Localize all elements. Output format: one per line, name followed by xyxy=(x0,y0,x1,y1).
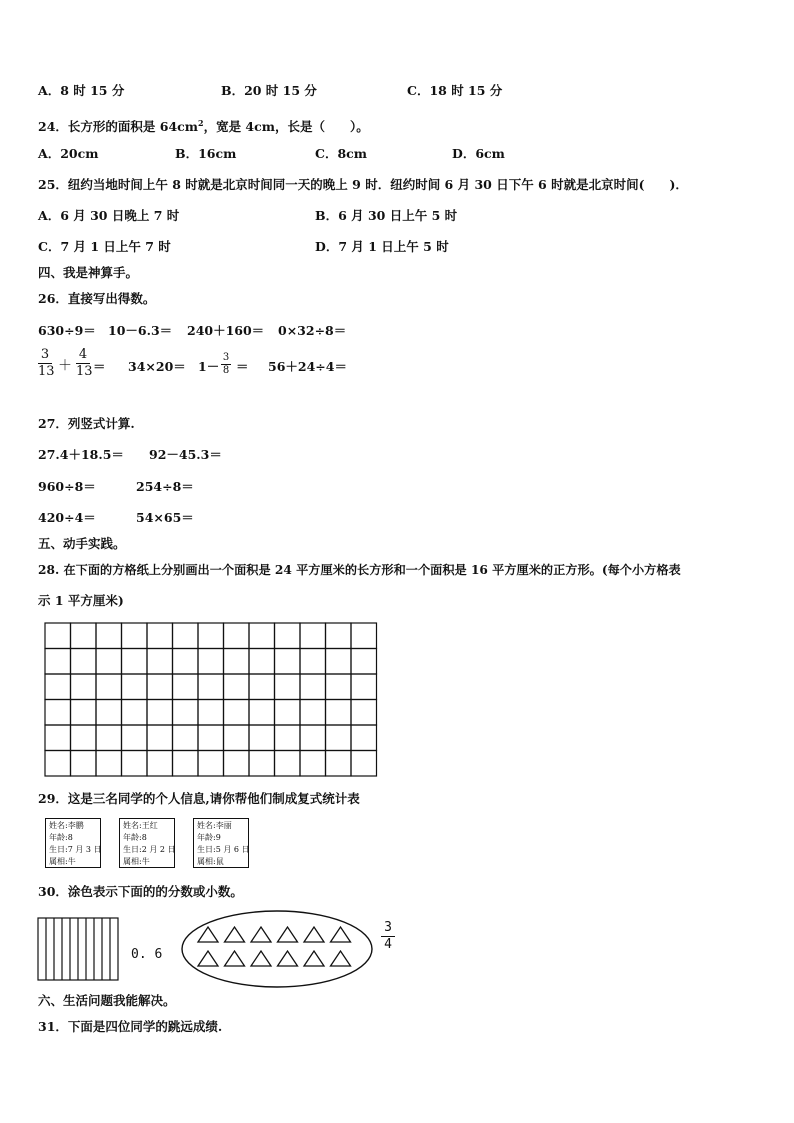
grid-cell xyxy=(249,700,275,726)
q26-item-2: 10－6.3＝ xyxy=(108,323,173,338)
grid-cell xyxy=(45,649,71,675)
q24-stem-pre: 24．长方形的面积是 64cm xyxy=(38,119,198,135)
triangle-shape xyxy=(225,927,245,942)
grid-cell xyxy=(275,751,301,777)
grid-cell xyxy=(300,751,326,777)
grid-cell xyxy=(173,700,199,726)
q26-equals-1: ＝ xyxy=(93,359,106,374)
section-5-title: 五、动手实践。 xyxy=(38,536,126,551)
grid-cell xyxy=(45,700,71,726)
grid-cell xyxy=(45,725,71,751)
grid-cell xyxy=(351,751,377,777)
section-6-title: 六、生活问题我能解决。 xyxy=(38,993,176,1008)
grid-cell xyxy=(71,751,97,777)
student-card-3 xyxy=(193,818,249,868)
card-name: 姓名:李丽 xyxy=(197,821,232,830)
grid-cell xyxy=(147,751,173,777)
grid-cell xyxy=(326,700,352,726)
grid-cell xyxy=(300,623,326,649)
q30-fraction xyxy=(381,921,395,952)
grid-cell xyxy=(173,674,199,700)
grid-cell xyxy=(122,700,148,726)
grid-cell xyxy=(71,649,97,675)
triangle-shape xyxy=(278,951,298,966)
card-zodiac: 属相:牛 xyxy=(49,857,76,866)
grid-cell xyxy=(173,725,199,751)
grid-cell xyxy=(326,725,352,751)
student-card-1 xyxy=(45,818,101,868)
grid-cell xyxy=(275,649,301,675)
q23-option-c: C．18 时 15 分 xyxy=(407,83,503,98)
q25-option-d: D．7 月 1 日上午 5 时 xyxy=(315,239,449,254)
q28-stem-line2: 示 1 平方厘米) xyxy=(38,593,124,608)
grid-cell xyxy=(122,649,148,675)
grid-cell xyxy=(45,751,71,777)
fraction-denominator: 8 xyxy=(222,365,230,376)
grid-cell xyxy=(122,725,148,751)
q26-item-3: 240＋160＝ xyxy=(187,323,265,338)
q26-fraction-1 xyxy=(38,347,55,379)
grid-cell xyxy=(249,725,275,751)
grid-cell xyxy=(224,623,250,649)
q28-square-grid[interactable] xyxy=(44,622,380,777)
q26-item-4: 0×32÷8＝ xyxy=(278,323,347,338)
triangle-shape xyxy=(251,927,271,942)
q30-decimal-label: 0. 6 xyxy=(131,947,163,962)
q24-option-d: D．6cm xyxy=(452,146,505,161)
q30-stem: 30．涂色表示下面的的分数或小数。 xyxy=(38,884,243,899)
fraction-denominator: 4 xyxy=(384,937,392,952)
q27-stem: 27．列竖式计算. xyxy=(38,416,135,431)
grid-cell xyxy=(96,674,122,700)
q23-option-b: B．20 时 15 分 xyxy=(221,83,317,98)
grid-cell xyxy=(147,623,173,649)
q27-item-3: 960÷8＝ xyxy=(38,479,96,494)
card-zodiac: 属相:鼠 xyxy=(197,857,224,866)
q25-stem: 25．纽约当地时间上午 8 时就是北京时间同一天的晚上 9 时．纽约时间 6 月 30 日下午 6 时就是北京时间( )． xyxy=(38,177,688,192)
grid-cell xyxy=(351,674,377,700)
grid-cell xyxy=(224,751,250,777)
section-4-title: 四、我是神算手。 xyxy=(38,265,139,280)
q26-item-6: 34×20＝ xyxy=(128,359,186,374)
q27-item-6: 54×65＝ xyxy=(136,510,194,525)
fraction-denominator: 13 xyxy=(38,364,55,379)
q26-stem: 26．直接写出得数。 xyxy=(38,291,156,306)
grid-cell xyxy=(96,725,122,751)
q24-stem-post: ，宽是 4cm，长是（ ）。 xyxy=(203,119,369,135)
grid-cell xyxy=(147,700,173,726)
grid-cell xyxy=(275,623,301,649)
q24-option-c: C．8cm xyxy=(315,146,367,161)
grid-cell xyxy=(224,649,250,675)
grid-cell xyxy=(96,751,122,777)
q26-fraction-2 xyxy=(76,347,93,379)
grid-cell xyxy=(173,649,199,675)
q27-item-5: 420÷4＝ xyxy=(38,510,96,525)
card-age: 年龄:8 xyxy=(123,833,147,842)
grid-cell xyxy=(351,649,377,675)
q28-stem-line1: 28. 在下面的方格纸上分别画出一个面积是 24 平方厘米的长方形和一个面积是 16 平方厘米的正方形。(每个小方格表 xyxy=(38,563,681,577)
q30-striped-rectangle[interactable] xyxy=(37,917,119,981)
grid-cell xyxy=(275,674,301,700)
grid-cell xyxy=(122,674,148,700)
q27-item-4: 254÷8＝ xyxy=(136,479,194,494)
q26-item-1: 630÷9＝ xyxy=(38,323,96,338)
grid-cell xyxy=(326,751,352,777)
grid-cell xyxy=(198,623,224,649)
grid-cell xyxy=(96,623,122,649)
q27-item-2: 92－45.3＝ xyxy=(149,447,222,462)
card-birthday: 生日:7 月 3 日 xyxy=(49,845,102,854)
grid-cell xyxy=(45,623,71,649)
grid-cell xyxy=(45,674,71,700)
grid-cell xyxy=(326,674,352,700)
grid-cell xyxy=(122,751,148,777)
grid-cell xyxy=(71,674,97,700)
q30-triangle-ellipse[interactable] xyxy=(180,909,374,989)
triangle-shape xyxy=(198,951,218,966)
grid-cell xyxy=(198,649,224,675)
card-name: 姓名:李鹏 xyxy=(49,821,84,830)
triangle-shape xyxy=(225,951,245,966)
card-birthday: 生日:2 月 2 日 xyxy=(123,845,176,854)
grid-cell xyxy=(224,700,250,726)
grid-cell xyxy=(71,725,97,751)
fraction-numerator: 3 xyxy=(222,352,230,363)
grid-cell xyxy=(249,649,275,675)
grid-cell xyxy=(326,623,352,649)
q27-item-1: 27.4＋18.5＝ xyxy=(38,447,124,462)
q23-option-a: A．8 时 15 分 xyxy=(38,83,125,98)
fraction-denominator: 13 xyxy=(76,364,93,379)
q29-stem: 29．这是三名同学的个人信息,请你帮他们制成复式统计表 xyxy=(38,791,360,806)
fraction-numerator: 3 xyxy=(40,347,50,362)
grid-cell xyxy=(147,674,173,700)
grid-cell xyxy=(351,623,377,649)
card-birthday: 生日:5 月 6 日 xyxy=(197,845,250,854)
grid-cell xyxy=(96,700,122,726)
q25-option-b: B．6 月 30 日上午 5 时 xyxy=(315,208,458,223)
q31-stem: 31．下面是四位同学的跳远成绩. xyxy=(38,1019,223,1034)
triangle-shape xyxy=(251,951,271,966)
grid-cell xyxy=(198,725,224,751)
grid-cell xyxy=(198,751,224,777)
grid-cell xyxy=(249,623,275,649)
q26-equals-2: ＝ xyxy=(236,359,249,374)
grid-cell xyxy=(300,649,326,675)
q24-option-a: A．20cm xyxy=(38,146,99,161)
ellipse-outline xyxy=(182,911,372,987)
grid-cell xyxy=(224,725,250,751)
grid-cell xyxy=(147,649,173,675)
grid-cell xyxy=(71,700,97,726)
grid-cell xyxy=(173,623,199,649)
grid-cell xyxy=(326,649,352,675)
triangle-shape xyxy=(304,927,324,942)
grid-cell xyxy=(249,751,275,777)
grid-cell xyxy=(300,725,326,751)
grid-cell xyxy=(173,751,199,777)
triangle-shape xyxy=(331,951,351,966)
q26-fraction-3 xyxy=(221,353,231,376)
grid-cell xyxy=(198,700,224,726)
grid-cell xyxy=(300,674,326,700)
fraction-numerator: 4 xyxy=(78,347,88,362)
q26-item-8: 56＋24÷4＝ xyxy=(268,359,347,374)
q24-option-b: B．16cm xyxy=(175,146,237,161)
triangle-shape xyxy=(278,927,298,942)
grid-cell xyxy=(351,725,377,751)
grid-cell xyxy=(122,623,148,649)
fraction-numerator: 3 xyxy=(384,920,392,935)
q26-plus-sign: ＋ xyxy=(58,358,72,374)
card-age: 年龄:9 xyxy=(197,833,221,842)
card-name: 姓名:王红 xyxy=(123,821,158,830)
grid-cell xyxy=(275,700,301,726)
grid-cell xyxy=(147,725,173,751)
grid-cell xyxy=(71,623,97,649)
grid-cell xyxy=(351,700,377,726)
q24-stem-sup: 2 xyxy=(197,118,204,128)
triangle-shape xyxy=(198,927,218,942)
grid-cell xyxy=(224,674,250,700)
grid-cell xyxy=(275,725,301,751)
card-age: 年龄:8 xyxy=(49,833,73,842)
q26-item-7-prefix: 1－ xyxy=(198,359,220,374)
grid-cell xyxy=(249,674,275,700)
q25-option-a: A．6 月 30 日晚上 7 时 xyxy=(38,208,180,223)
card-zodiac: 属相:牛 xyxy=(123,857,150,866)
grid-cell xyxy=(300,700,326,726)
q24-stem xyxy=(38,115,369,135)
student-card-2 xyxy=(119,818,175,868)
q25-option-c: C．7 月 1 日上午 7 时 xyxy=(38,239,171,254)
triangle-shape xyxy=(331,927,351,942)
grid-cell xyxy=(198,674,224,700)
triangle-shape xyxy=(304,951,324,966)
grid-cell xyxy=(96,649,122,675)
